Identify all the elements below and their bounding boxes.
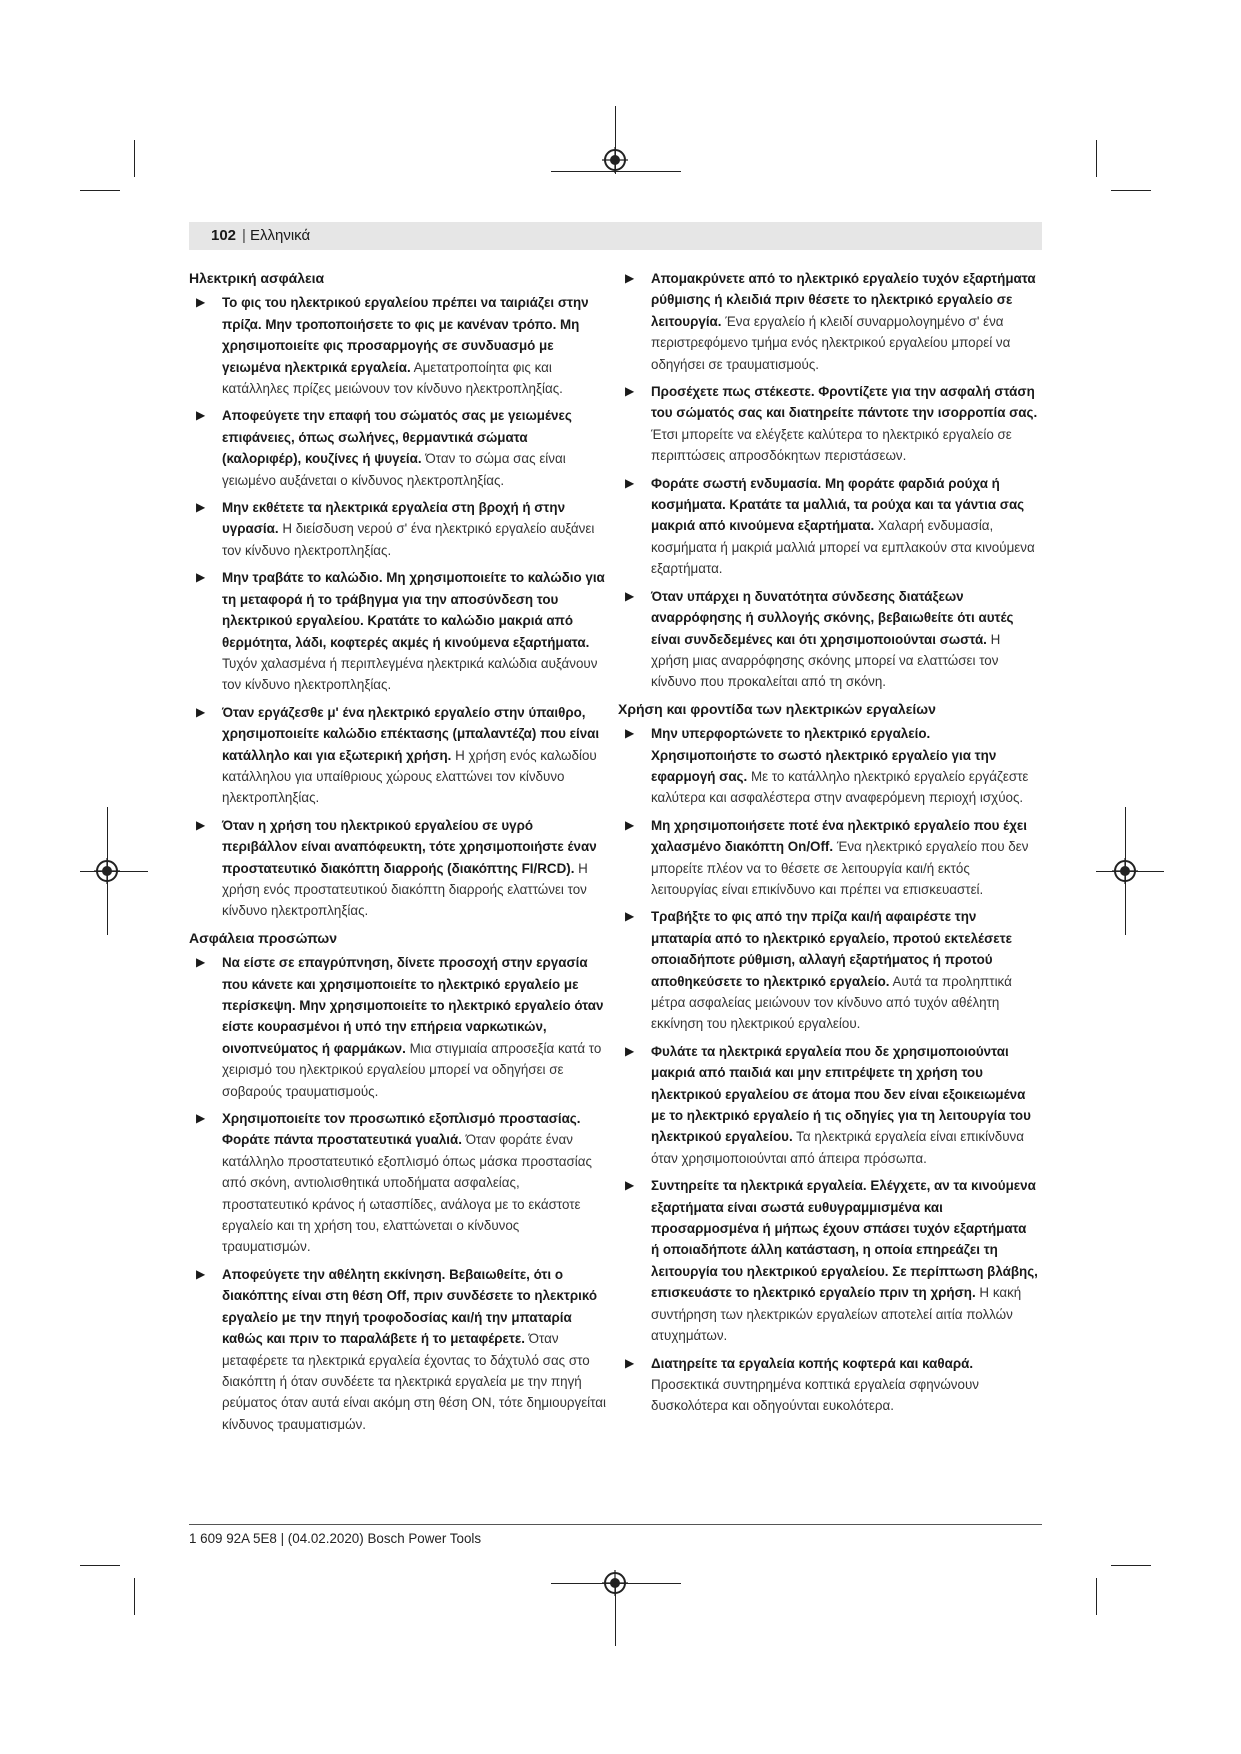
crop-mark-tr-v: [1096, 140, 1097, 177]
item-text: Η χρήση ενός προστατευτικού διακόπτη διαρροής ελαττώνει τον κίνδυνο ηλεκτροπληξίας.: [222, 860, 588, 919]
page-header: [189, 222, 1042, 250]
bullet-arrow-icon: ▶: [196, 408, 206, 423]
item-bold-text: Μην υπερφορτώνετε το ηλεκτρικό εργαλείο. Χρησιμοποιήστε το σωστό ηλεκτρικό εργαλείο για την εφαρμογή σας.: [651, 726, 997, 784]
bullet-arrow-icon: ▶: [196, 570, 206, 585]
left-column: [189, 268, 609, 1441]
list-item: [618, 1175, 1038, 1346]
list-item: [189, 497, 609, 561]
section-title-electrical: Ηλεκτρική ασφάλεια: [189, 270, 325, 286]
list-item: [189, 1108, 609, 1258]
item-bold-text: Όταν εργάζεσθε μ' ένα ηλεκτρικό εργαλείο στην ύπαιθρο, χρησιμοποιείτε καλώδιο επέκτασης (μπαλαντέζα) που είναι κατάλληλο και για εξωτερική χρήση.: [222, 704, 600, 763]
section-title-use-care: Χρήση και φροντίδα των ηλεκτρικών εργαλείων: [618, 700, 936, 717]
bullet-arrow-icon: ▶: [625, 909, 635, 924]
item-text: Όταν φοράτε έναν κατάλληλο προστατευτικό εξοπλισμό όπως μάσκα προστασίας από σκόνη, αντιολισθητικά υποδήματα ασφαλείας, προστατευτικό κράνος ή ωτασπίδες, ανάλογα με το εκάστοτε εργαλείο και τη χρήση του, ελαττώνεται ο κίνδυνος τραυματισμών.: [222, 1132, 592, 1255]
bullet-arrow-icon: ▶: [196, 1266, 206, 1281]
item-bold-text: Μη χρησιμοποιήσετε ποτέ ένα ηλεκτρικό εργαλείο που έχει χαλασμένο διακόπτη On/Off.: [651, 817, 1027, 855]
bullet-arrow-icon: ▶: [625, 271, 635, 285]
right-column: [618, 268, 1038, 1423]
page-footer: 1 609 92A 5E8 | (04.02.2020) Bosch Power Tools: [189, 1531, 482, 1546]
crop-mark-tr-h: [1111, 190, 1151, 191]
list-item: [618, 1353, 1038, 1417]
crop-mark-br-h: [1111, 1565, 1151, 1566]
item-text: Η διείσδυση νερού σ' ένα ηλεκτρικό εργαλείο αυξάνει τον κίνδυνο ηλεκτροπληξίας.: [222, 521, 595, 558]
bullet-arrow-icon: ▶: [625, 475, 635, 490]
list-item: [189, 292, 609, 399]
crop-mark-tl-h: [80, 190, 120, 191]
item-bold-text: Συντηρείτε τα ηλεκτρικά εργαλεία. Ελέγχετε, αν τα κινούμενα εξαρτήματα είναι σωστά ευθυγραμμισμένα και προσαρμοσμένα ή μήπως έχουν σπάσει τυχόν εξαρτήματα ή οποιαδήποτε άλλη κατάσταση, η οποία επηρεάζει τη λειτουργία του ηλεκτρικού εργαλείου. Σε περίπτωση βλάβης, επισκευάστε το ηλεκτρικό εργαλείο πριν τη χρήση.: [651, 1178, 1038, 1301]
item-bold-text: Διατηρείτε τα εργαλεία κοπής κοφτερά και καθαρά.: [651, 1355, 974, 1371]
item-text: Η κακή συντήρηση των ηλεκτρικών εργαλείων αποτελεί αιτία πολλών ατυχημάτων.: [651, 1285, 1022, 1344]
registration-target-bottom-icon: [602, 1570, 628, 1596]
item-text: Τα ηλεκτρικά εργαλεία είναι επικίνδυνα όταν χρησιμοποιούνται από άπειρα πρόσωπα.: [651, 1129, 1024, 1166]
bullet-arrow-icon: ▶: [196, 955, 206, 970]
bullet-arrow-icon: ▶: [196, 817, 206, 832]
list-item: [618, 815, 1038, 901]
list-item: [189, 815, 609, 922]
item-text: Αυτά τα προληπτικά μέτρα ασφαλείας μειώνουν τον κίνδυνο από τυχόν αθέλητη εκκίνηση του ηλεκτρικού εργαλείου.: [651, 973, 1012, 1032]
item-bold-text: Φοράτε σωστή ενδυμασία. Μη φοράτε φαρδιά ρούχα ή κοσμήματα. Κρατάτε τα μαλλιά, τα ρούχα και τα γάντια σας μακριά από κινούμενα εξαρτήματα.: [651, 475, 1025, 534]
header-separator: |: [242, 227, 246, 244]
item-text: Αμετατροποίητα φις και κατάλληλες πρίζες μειώνουν τον κίνδυνο ηλεκτροπληξίας.: [222, 359, 563, 397]
item-text: Όταν μεταφέρετε τα ηλεκτρικά εργαλεία έχοντας το δάχτυλό σας στο διακόπτη ή όταν συνδέετε τα ηλεκτρικά εργαλεία με την πηγή ρεύματος όταν αυτά είναι ακόμη στη θέση ON, τότε δημιουργείται κίνδυνος τραυματισμών.: [222, 1331, 606, 1432]
crop-mark-bl-v: [134, 1578, 135, 1615]
item-bold-text: Να είστε σε επαγρύπνηση, δίνετε προσοχή στην εργασία που κάνετε και χρησιμοποιείτε το ηλεκτρικό εργαλείο με περίσκεψη. Μην χρησιμοποιείτε το ηλεκτρικό εργαλείο όταν είστε κουρασμένοι ή υπό την επήρεια ναρκωτικών, οινοπνεύματος ή φαρμάκων.: [222, 955, 604, 1056]
list-item: [618, 906, 1038, 1034]
item-text: Τυχόν χαλασμένα ή περιπλεγμένα ηλεκτρικά καλώδια αυξάνουν τον κίνδυνο ηλεκτροπληξίας.: [222, 655, 598, 693]
header-language: Ελληνικά: [250, 227, 311, 244]
registration-target-top-icon: [602, 147, 628, 173]
item-bold-text: Αποφεύγετε την επαφή του σώματός σας με γειωμένες επιφάνειες, όπως σωλήνες, θερμαντικά σώματα (καλοριφέρ), κουζίνες ή ψυγεία.: [222, 408, 572, 467]
bullet-arrow-icon: ▶: [196, 704, 206, 719]
item-bold-text: Το φις του ηλεκτρικού εργαλείου πρέπει να ταιριάζει στην πρίζα. Μην τροποποιήσετε το φις με κανέναν τρόπο. Μη χρησιμοποιείτε φις προσαρμογής σε συνδυασμό με γειωμένα ηλεκτρικά εργαλεία.: [222, 295, 589, 375]
bullet-arrow-icon: ▶: [625, 817, 635, 832]
footer-rule: [189, 1524, 1042, 1525]
bullet-arrow-icon: ▶: [625, 1178, 635, 1193]
item-bold-text: Προσέχετε πως στέκεστε. Φροντίζετε για την ασφαλή στάση του σώματός σας και διατηρείτε πάντοτε την ισορροπία σας.: [651, 384, 1038, 421]
list-item: [618, 1041, 1038, 1169]
section-title-personal: Ασφάλεια προσώπων: [189, 929, 338, 946]
crop-mark-tl-v: [134, 140, 135, 177]
item-text: Χαλαρή ενδυμασία, κοσμήματα ή μακριά μαλλιά μπορεί να εμπλακούν στα κινούμενα εξαρτήματα.: [651, 518, 1035, 577]
item-text: Η χρήση μιας αναρρόφησης σκόνης μπορεί να ελαττώσει τον κίνδυνο που προκαλείται από τη σκόνη.: [651, 631, 1001, 690]
item-bold-text: Όταν υπάρχει η δυνατότητα σύνδεσης διατάξεων αναρρόφησης ή συλλογής σκόνης, βεβαιωθείτε ότι αυτές είναι συνδεδεμένες και ότι χρησιμοποιούνται σωστά.: [651, 588, 1014, 647]
item-text: Μια στιγμιαία απροσεξία κατά το χειρισμό του ηλεκτρικού εργαλείου μπορεί να οδηγήσει σε σοβαρούς τραυματισμούς.: [222, 1040, 602, 1099]
list-item: [618, 586, 1038, 693]
list-item: [189, 405, 609, 491]
item-bold-text: Φυλάτε τα ηλεκτρικά εργαλεία που δε χρησιμοποιούνται μακριά από παιδιά και μην επιτρέψετε τη χρήση του ηλεκτρικού εργαλείου σε άτομα που δεν είναι εξοικειωμένα με το ηλεκτρικό εργαλείο ή τις οδηγίες για τη λειτουργία του ηλεκτρικού εργαλείου.: [651, 1043, 1031, 1145]
list-item: [189, 702, 609, 809]
list-item: [618, 268, 1038, 375]
bullet-arrow-icon: ▶: [625, 588, 635, 603]
registration-target-right-icon: [1112, 858, 1138, 884]
list-item: [618, 723, 1038, 809]
bullet-arrow-icon: ▶: [196, 1111, 206, 1126]
bullet-arrow-icon: ▶: [625, 1355, 635, 1370]
bullet-arrow-icon: ▶: [196, 295, 206, 310]
item-text: Όταν το σώμα σας είναι γειωμένο αυξάνεται ο κίνδυνος ηλεκτροπληξίας.: [222, 451, 566, 488]
item-bold-text: Χρησιμοποιείτε τον προσωπικό εξοπλισμό προστασίας. Φοράτε πάντα προστατευτικά γυαλιά.: [222, 1111, 581, 1148]
item-text: Ένα ηλεκτρικό εργαλείο που δεν μπορείτε πλέον να το θέσετε σε λειτουργία και/ή εκτός λειτουργίας είναι επικίνδυνο και πρέπει να επισκευαστεί.: [651, 839, 1029, 897]
bullet-arrow-icon: ▶: [625, 384, 635, 399]
item-bold-text: Αποφεύγετε την αθέλητη εκκίνηση. Βεβαιωθείτε, ότι ο διακόπτης είναι στη θέση Off, πριν συνδέσετε το ηλεκτρικό εργαλείο με την πηγή τροφοδοσίας και/ή την μπαταρία καθώς και πριν το παραλάβετε ή το μεταφέρετε.: [222, 1266, 598, 1347]
item-bold-text: Τραβήξτε το φις από την πρίζα και/ή αφαιρέστε την μπαταρία από το ηλεκτρικό εργαλείο, προτού εκτελέσετε οποιαδήποτε ρύθμιση, αλλαγή εξαρτήματος ή προτού αποθηκεύσετε το ηλεκτρικό εργαλείο.: [651, 909, 1012, 989]
item-bold-text: Μην εκθέτετε τα ηλεκτρικά εργαλεία στη βροχή ή στην υγρασία.: [222, 500, 566, 537]
item-text: Η χρήση ενός καλωδίου κατάλληλου για υπαίθριους χώρους ελαττώνει τον κίνδυνο ηλεκτροπληξίας.: [222, 747, 597, 806]
crop-mark-bl-h: [80, 1565, 120, 1566]
bullet-arrow-icon: ▶: [625, 726, 635, 741]
list-item: [189, 952, 609, 1102]
crop-mark-br-v: [1096, 1578, 1097, 1615]
item-text: Έτσι μπορείτε να ελέγξετε καλύτερα το ηλεκτρικό εργαλείο σε περιπτώσεις απροσδόκητων περιστάσεων.: [651, 426, 1012, 464]
list-item: [189, 567, 609, 695]
list-item: [618, 381, 1038, 467]
list-item: [618, 473, 1038, 580]
registration-target-left-icon: [94, 858, 120, 884]
item-text: Προσεκτικά συντηρημένα κοπτικά εργαλεία σφηνώνουν δυσκολότερα και οδηγούνται ευκολότερα.: [651, 1376, 979, 1414]
bullet-arrow-icon: ▶: [196, 500, 206, 515]
list-item: [189, 1264, 609, 1435]
item-bold-text: Μην τραβάτε το καλώδιο. Μη χρησιμοποιείτε το καλώδιο για τη μεταφορά ή το τράβηγμα για την αποσύνδεση του ηλεκτρικού εργαλείου. Κρατάτε το καλώδιο μακριά από θερμότητα, λάδι, κοφτερές ακμές ή κινούμενα εξαρτήματα.: [222, 570, 605, 650]
item-bold-text: Όταν η χρήση του ηλεκτρικού εργαλείου σε υγρό περιβάλλον είναι αναπόφευκτη, τότε χρησιμοποιήστε έναν προστατευτικό διακόπτη διαρροής (διακόπτης FI/RCD).: [222, 817, 597, 876]
item-bold-text: Απομακρύνετε από το ηλεκτρικό εργαλείο τυχόν εξαρτήματα ρύθμισης ή κλειδιά πριν θέσετε το ηλεκτρικό εργαλείο σε λειτουργία.: [651, 271, 1036, 329]
item-text: Ένα εργαλείο ή κλειδί συναρμολογημένο σ' ένα περιστρεφόμενο τμήμα ενός ηλεκτρικού εργαλείου μπορεί να οδηγήσει σε τραυματισμούς.: [651, 313, 1011, 372]
item-text: Με το κατάλληλο ηλεκτρικό εργαλείο εργάζεστε καλύτερα και ασφαλέστερα στην αναφερόμενη περιοχή ισχύος.: [651, 768, 1029, 806]
bullet-arrow-icon: ▶: [625, 1043, 635, 1058]
page-number: 102: [211, 227, 237, 244]
